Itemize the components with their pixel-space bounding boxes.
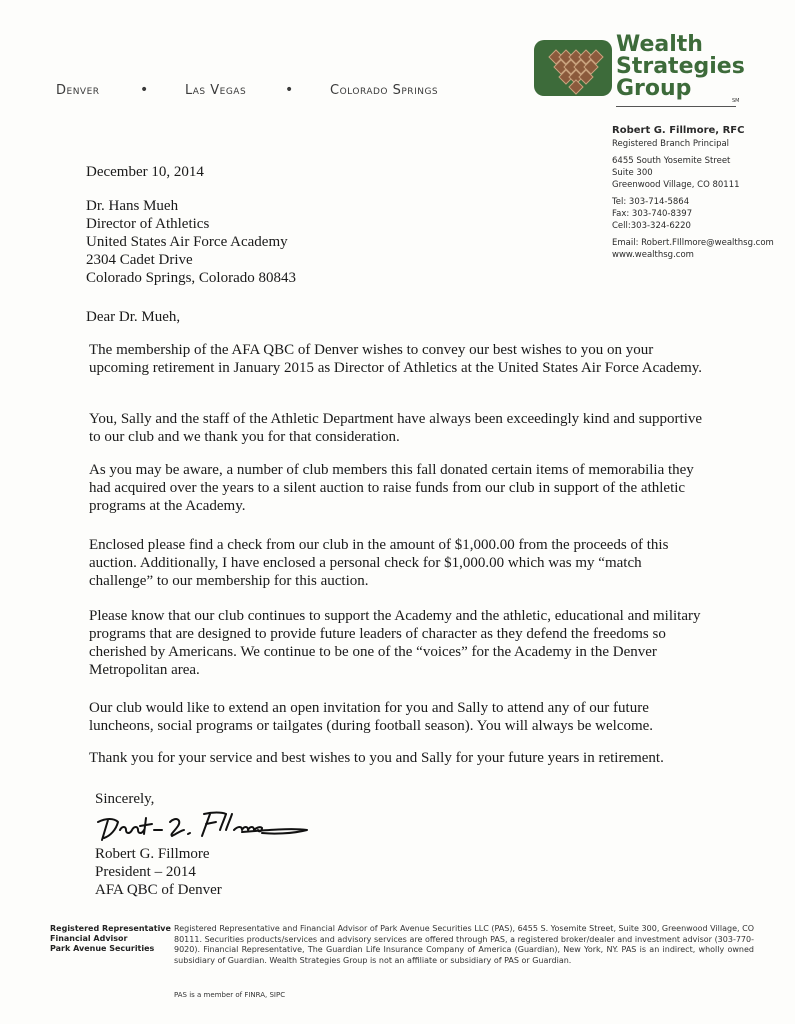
sender-street: 6455 South Yosemite Street xyxy=(612,156,731,166)
logo-text-line1: Wealth xyxy=(616,32,703,57)
logo-underline xyxy=(616,106,736,107)
footer-credential: Registered Representative xyxy=(50,924,171,933)
sender-suite: Suite 300 xyxy=(612,168,653,178)
recipient-title: Director of Athletics xyxy=(86,216,210,232)
salutation: Dear Dr. Mueh, xyxy=(86,309,181,325)
city-colorado-springs: Colorado Springs xyxy=(330,83,439,98)
footer-credential: Park Avenue Securities xyxy=(50,944,155,953)
sender-title: Registered Branch Principal xyxy=(612,139,730,149)
bullet-separator: • xyxy=(140,82,149,98)
signer-name: Robert G. Fillmore xyxy=(95,846,210,862)
closing: Sincerely, xyxy=(95,791,155,807)
service-mark: SM xyxy=(732,98,740,104)
sender-cell: Cell:303-324-6220 xyxy=(612,221,691,231)
city-denver: Denver xyxy=(56,83,100,98)
body-paragraph: Please know that our club continues to support the Academy and the athletic, educational and military programs that are designed to provide future leaders of character as they defend the freedoms so cherished by Americans. We continue to be one of the “voices” for the Academy in the Denver Metropolitan area. xyxy=(89,608,701,678)
handwritten-signature xyxy=(92,800,322,850)
recipient-organization: United States Air Force Academy xyxy=(86,234,288,250)
body-paragraph: You, Sally and the staff of the Athletic Department have always been exceedingly kind and supportive to our club and we thank you for that consideration. xyxy=(89,411,703,445)
body-paragraph: Our club would like to extend an open invitation for you and Sally to attend any of our future luncheons, social programs or tailgates (during football season). You will always be welcome. xyxy=(89,700,654,734)
signer-organization: AFA QBC of Denver xyxy=(95,882,222,898)
footer-credentials xyxy=(50,924,171,954)
signer-title: President – 2014 xyxy=(95,864,196,880)
recipient-street: 2304 Cadet Drive xyxy=(86,252,193,268)
sender-tel: Tel: 303-714-5864 xyxy=(612,197,690,207)
city-las-vegas: Las Vegas xyxy=(185,83,247,98)
recipient-city: Colorado Springs, Colorado 80843 xyxy=(86,270,296,286)
recipient-address xyxy=(86,197,296,287)
logo-mark-icon xyxy=(534,40,612,96)
sender-email-link[interactable]: Email: Robert.FIllmore@wealthsg.com xyxy=(612,238,774,248)
footer-credential: Financial Advisor xyxy=(50,934,128,943)
footer-finra-notice: PAS is a member of FINRA, SIPC xyxy=(174,991,286,999)
body-paragraph: As you may be aware, a number of club members this fall donated certain items of memorabilia they had acquired over the years to a silent auction to raise funds from our club in support of the athletic programs at the Academy. xyxy=(89,462,694,514)
sender-city: Greenwood Village, CO 80111 xyxy=(612,180,740,190)
sender-website-link[interactable]: www.wealthsg.com xyxy=(612,250,694,260)
letter-date: December 10, 2014 xyxy=(86,164,204,180)
sender-contact-block xyxy=(612,125,774,261)
logo-wordmark xyxy=(616,34,745,100)
bullet-separator: • xyxy=(285,82,294,98)
recipient-name: Dr. Hans Mueh xyxy=(86,198,179,214)
sender-fax: Fax: 303-740-8397 xyxy=(612,209,693,219)
logo-text-line2: Strategies xyxy=(616,54,745,79)
logo-text-line3: Group xyxy=(616,76,692,101)
sender-name: Robert G. Fillmore, RFC xyxy=(612,125,745,136)
body-paragraph: The membership of the AFA QBC of Denver wishes to convey our best wishes to you on your upcoming retirement in January 2015 as Director of Athletics at the United States Air Force Academy. xyxy=(89,342,703,376)
body-paragraph: Thank you for your service and best wishes to you and Sally for your future years in retirement. xyxy=(89,750,664,766)
signature-block xyxy=(95,845,222,899)
footer-disclosure: Registered Representative and Financial Advisor of Park Avenue Securities LLC (PAS), 6455 S. Yosemite Street, Suite 300, Greenwood Village, CO 80111. Securities products/services and advisory services are offered through PAS, a registered broker/dealer and investment advisor (303-770-9020). Financial Representative, The Guardian Life Insurance Company of America (Guardian), New York, NY. PAS is an indirect, wholly owned subsidiary of Guardian. Wealth Strategies Group is not an affiliate or subsidiary of PAS or Guardian. xyxy=(174,924,754,965)
body-paragraph: Enclosed please find a check from our club in the amount of $1,000.00 from the proceeds of this auction. Additionally, I have enclosed a personal check for $1,000.00 which was my “match challenge” to our membership for this auction. xyxy=(89,537,669,589)
